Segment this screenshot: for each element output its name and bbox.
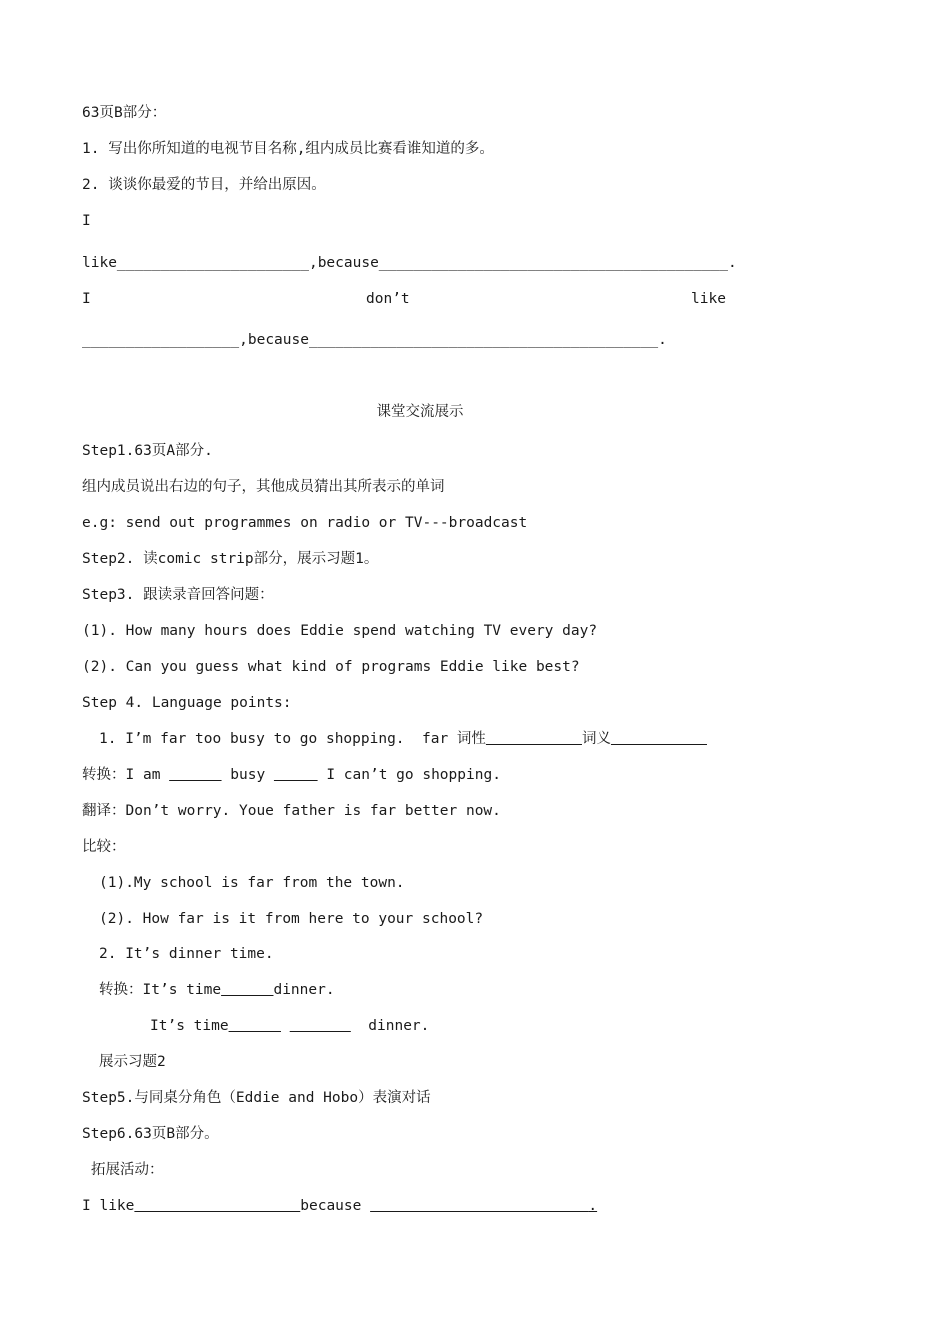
- compare-2: (2). How far is it from here to your school?: [99, 911, 484, 927]
- language-point-1: [99, 729, 707, 749]
- final-blank-2: [370, 1198, 588, 1214]
- compare-heading: 比较：: [82, 839, 126, 855]
- lp1-blank-2: [611, 731, 707, 747]
- transform-2-b: dinner.: [273, 982, 335, 998]
- dont-like-like: like: [691, 291, 726, 307]
- final-line: [82, 1196, 597, 1216]
- transform-1-c: I can’t go shopping.: [317, 767, 501, 783]
- transform-1: [82, 765, 501, 785]
- example-line: e.g: send out programmes on radio or TV---broadcast: [82, 515, 528, 531]
- transform-2-blank: [221, 982, 273, 998]
- i-word: I: [82, 213, 91, 229]
- dont-like-dont: don’t: [366, 291, 410, 307]
- classroom-title: 课堂交流展示: [376, 404, 464, 420]
- dont-like-i: I: [82, 291, 91, 307]
- transform-1-b: busy: [221, 767, 274, 783]
- transform-1-blank-1: [169, 767, 221, 783]
- translate-line: 翻译：Don’t worry. Youe father is far better now.: [82, 803, 501, 819]
- show-exercise-2: 展示习题2: [99, 1054, 166, 1070]
- section-b-item-1: 1. 写出你所知道的电视节目名称,组内成员比赛看谁知道的多。: [82, 141, 494, 157]
- section-b-item-2: 2. 谈谈你最爱的节目，并给出原因。: [82, 177, 326, 193]
- final-blank-1: [134, 1198, 300, 1214]
- compare-1: (1).My school is far from the town.: [99, 875, 405, 891]
- section-b-heading: 63页B部分：: [82, 105, 167, 121]
- transform-2: [99, 980, 335, 1000]
- question-2: (2). Can you guess what kind of programs Eddie like best?: [82, 659, 580, 675]
- language-point-2: 2. It’s dinner time.: [99, 946, 274, 962]
- final-c: .: [588, 1198, 598, 1214]
- lp1-blank-1: [486, 731, 582, 747]
- transform-2-a: 转换：It’s time: [99, 982, 222, 998]
- transform-1-a: 转换：I am: [82, 767, 170, 783]
- final-a: I like: [82, 1198, 135, 1214]
- step-2: Step2. 读comic strip部分，展示习题1。: [82, 551, 379, 567]
- extend-activity: 拓展活动：: [91, 1162, 164, 1178]
- step-5: Step5.与同桌分角色（Eddie and Hobo）表演对话: [82, 1090, 431, 1106]
- dont-like-because-line: __________________,because________________________________________.: [82, 332, 667, 348]
- lp1-mid: 词义: [581, 731, 611, 747]
- step-3: Step3. 跟读录音回答问题：: [82, 587, 274, 603]
- transform-3-blank-1: [229, 1018, 281, 1034]
- transform-3-b: dinner.: [350, 1018, 430, 1034]
- transform-3-a: It’s time: [150, 1018, 229, 1034]
- final-b: because: [300, 1198, 371, 1214]
- transform-1-blank-2: [274, 767, 318, 783]
- step-1-desc: 组内成员说出右边的句子，其他成员猜出其所表示的单词: [82, 479, 445, 495]
- like-because-line: like______________________,because________________________________________.: [82, 255, 737, 271]
- step-1: Step1.63页A部分.: [82, 443, 213, 459]
- question-1: (1). How many hours does Eddie spend watching TV every day?: [82, 623, 598, 639]
- lp1-text: 1. I’m far too busy to go shopping. far 词性: [99, 731, 486, 747]
- step-6: Step6.63页B部分。: [82, 1126, 219, 1142]
- transform-3-blank-2: [290, 1018, 351, 1034]
- transform-3: [150, 1016, 429, 1036]
- step-4: Step 4. Language points:: [82, 695, 292, 711]
